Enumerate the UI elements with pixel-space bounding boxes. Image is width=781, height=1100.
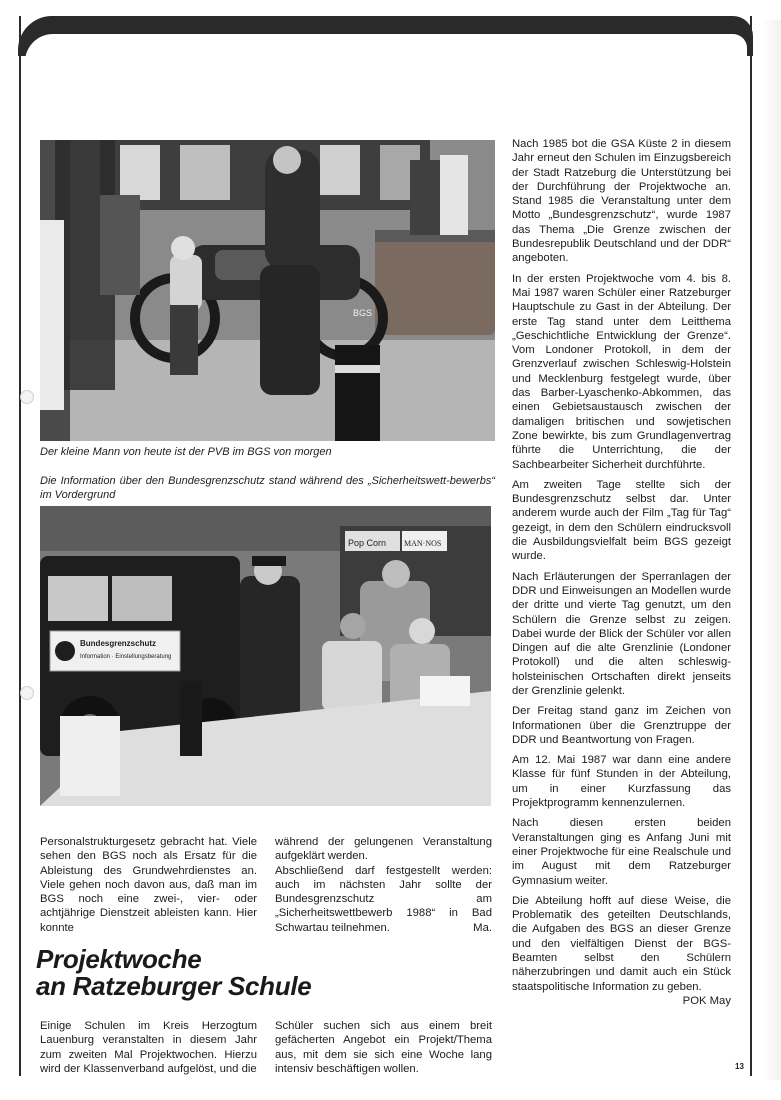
author-signature: POK May	[682, 994, 731, 1007]
page-number: 13	[735, 1062, 744, 1071]
article-headline	[36, 946, 311, 1000]
author-signature: Ma.	[473, 921, 492, 934]
headline-line-1: Projektwoche	[36, 944, 202, 974]
page-edge	[762, 20, 781, 1080]
photo-motorcycle-image	[40, 140, 495, 441]
paragraph: Am 12. Mai 1987 war dann eine andere Klasse für fünf Stunden in der Abteilung, um in einer Kurzfassung das Projektprogramm kennenzulernen.	[512, 754, 731, 810]
paragraph: In der ersten Projektwoche vom 4. bis 8. Mai 1987 waren Schüler einer Ratzeburger Hauptschule zu Gast in der Abteilung. Der erste Tag stand unter dem Leitthema „Geschichtliche Entwicklung der Grenze“. Vom Londoner Protokoll, in dem der Grenzverlauf zwischen Schleswig-Holstein und Mecklenburg festgelegt wurde, über das Barber-Lyaschenko-Abkommen, das einen Gebietsaustausch zwischen der damaligen britischen und sowjetischen Zone bewirkte, bis zum Grundlagenvertrag führte die Unterrichtung, die der Sachbearbeiter Sicherheit durchführte.	[512, 272, 731, 471]
paragraph: Am zweiten Tage stellte sich der Bundesgrenzschutz selbst dar. Unter anderem wurde auch der Film „Tag für Tag“ gezeigt, in dem den Schülern eindrucksvoll die Ausbildungsvielfalt beim BGS gezeigt wurde.	[512, 478, 731, 563]
headline-line-2: an Ratzeburger Schule	[36, 971, 312, 1001]
punch-hole-mark	[20, 686, 34, 700]
photo-info-stand-image	[40, 506, 491, 806]
article-right-column	[512, 137, 731, 1008]
paragraph	[512, 894, 731, 1007]
article-bottom-left-column	[40, 1019, 257, 1076]
paragraph-text: Abschließend darf festgestellt werden: auch im nächsten Jahr sollte der Bundesgrenzschutz am „Sicherheitswettbewerb 1988“ in Bad Schwartau teilnehmen.	[275, 864, 492, 934]
photo-2-caption: Die Information über den Bundesgrenzschutz stand während des „Sicherheitswett-bewerbs“ im Vordergrund	[40, 475, 495, 501]
photo-1-caption: Der kleine Mann von heute ist der PVB im BGS von morgen	[40, 446, 332, 458]
article-lower-left-column	[40, 835, 257, 935]
paragraph: Schüler suchen sich aus einem breit gefächerten Angebot ein Projekt/Thema aus, mit dem sie sich eine Woche lang intensiv beschäftigen wollen.	[275, 1020, 492, 1075]
paragraph: Nach 1985 bot die GSA Küste 2 in diesem Jahr erneut den Schulen im Einzugsbereich der Stadt Ratzeburg die Unterstützung bei der Durchführung der Projektwoche an. Stand 1985 die Veranstaltung unter dem Motto „Bundesgrenzschutz“, wurde 1987 das Thema „Die Grenze zwischen der Bundesrepublik Deutschland und der DDR“ angeboten.	[512, 138, 731, 265]
photo-info-stand	[40, 506, 491, 806]
article-lower-middle-column	[275, 835, 492, 935]
vehicle-sign-title: Bundesgrenzschutz	[80, 639, 157, 648]
paragraph: Personalstrukturgesetz gebracht hat. Viele sehen den BGS noch als Ersatz für die Ableistung des Grundwehrdienstes an. Viele gehen noch davon aus, daß man im BGS noch eine zwei-, vier- oder achtjährige Dienstzeit ableisten kann. Hier konnte	[40, 836, 257, 934]
paragraph: Nach Erläuterungen der Sperranlagen der DDR und Einweisungen an Modellen wurde der dritte und vierte Tag genutzt, um den Schülern die Grenze selbst zu zeigen. Dabei wurde der Blick der Schüler vor allen Dingen auf die alte Grenzlinie (Londoner Protokoll) und die alten schleswig-holsteinischen Ortschaften direkt jenseits der Grenzlinie gelenkt.	[512, 570, 731, 697]
motorcycle-plate-text: BGS	[353, 308, 373, 318]
shop-sign-2: MAN·NOS	[404, 539, 442, 548]
punch-hole-mark	[20, 390, 34, 404]
article-bottom-middle-column	[275, 1019, 492, 1076]
photo-motorcycle	[40, 140, 495, 441]
paragraph-text: Die Abteilung hofft auf diese Weise, die Problematik des geteilten Deutschlands, die Aufgaben des BGS an dieser Grenze und den vielfältigen Dienst der BGS-Beamten selbst den Schülern näherzubringen und damit auch ein Stück staatspolitische Information zu geben.	[512, 894, 731, 993]
paragraph: Nach diesen ersten beiden Veranstaltungen ging es Anfang Juni mit einer Projektwoche für eine Realschule und im August mit dem Ratzeburger Gymnasium weiter.	[512, 817, 731, 887]
shop-sign-1: Pop Corn	[348, 538, 387, 548]
paragraph: während der gelungenen Veranstaltung aufgeklärt werden.	[275, 836, 492, 863]
paragraph: Einige Schulen im Kreis Herzogtum Lauenburg veranstalten in diesem Jahr zum zweiten Mal Projektwochen. Hierzu wird der Klassenverband aufgelöst, und die	[40, 1020, 257, 1075]
paragraph	[275, 864, 492, 935]
vehicle-sign-subtitle: Information · Einstellungsberatung	[80, 654, 172, 660]
paragraph: Der Freitag stand ganz im Zeichen von Informationen über die Grenztruppe der DDR und Beantwortung von Fragen.	[512, 705, 731, 746]
